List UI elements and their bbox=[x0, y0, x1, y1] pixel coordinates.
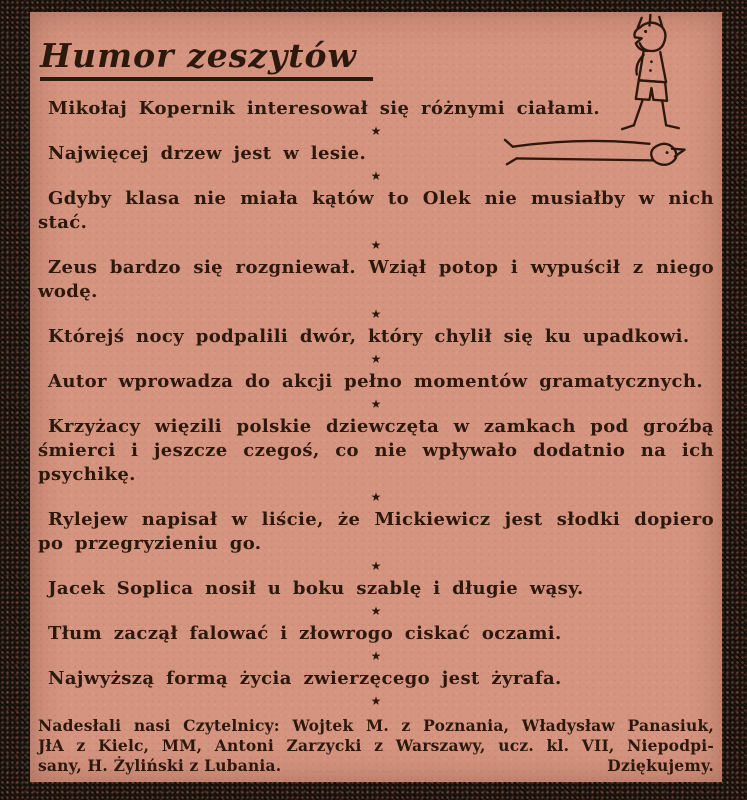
joke-text: Tłum zaczął falować i złowrogo ciskać oczami. bbox=[48, 623, 562, 645]
star-separator: ★ bbox=[370, 649, 382, 664]
footer-line-3 bbox=[38, 756, 714, 776]
contributors-note bbox=[38, 716, 714, 776]
joke-text: Jacek Soplica nosił u boku szablę i długie wąsy. bbox=[48, 578, 584, 600]
footer-line-2: JłA z Kielc, MM, Antoni Zarzycki z Warszawy, ucz. kl. VII, Niepodpi- bbox=[38, 736, 714, 756]
jokes-list bbox=[38, 97, 714, 708]
column-title: Humor zeszytów bbox=[40, 38, 373, 81]
star-separator: ★ bbox=[370, 238, 382, 253]
star-separator: ★ bbox=[370, 694, 382, 709]
star-separator: ★ bbox=[370, 307, 382, 322]
joke-text: Autor wprowadza do akcji pełno momentów gramatycznych. bbox=[48, 371, 704, 393]
joke-text: Krzyżacy więzili polskie dziewczęta w zamkach pod groźbą śmierci i jeszcze czegoś, co nie wpływało dodatnio na ich psychikę. bbox=[38, 416, 714, 486]
newspaper-clipping bbox=[30, 12, 722, 782]
star-separator: ★ bbox=[370, 352, 382, 367]
star-separator: ★ bbox=[370, 604, 382, 619]
joke-text: Którejś nocy podpalili dwór, który chylił się ku upadkowi. bbox=[48, 326, 690, 348]
joke-text: Najwięcej drzew jest w lesie. bbox=[48, 143, 367, 165]
star-separator: ★ bbox=[370, 124, 382, 139]
star-separator: ★ bbox=[370, 397, 382, 412]
star-separator: ★ bbox=[370, 169, 382, 184]
joke-text: Najwyższą formą życia zwierzęcego jest żyrafa. bbox=[48, 668, 562, 690]
footer-line-1: Nadesłali nasi Czytelnicy: Wojtek M. z Poznania, Władysław Panasiuk, bbox=[38, 716, 714, 736]
laughing-boy-cartoon-illustration bbox=[495, 10, 720, 176]
footer-line-3-left: sany, H. Żyliński z Lubania. bbox=[38, 756, 282, 776]
star-separator: ★ bbox=[370, 490, 382, 505]
star-separator: ★ bbox=[370, 559, 382, 574]
joke-text: Zeus bardzo się rozgniewał. Wziął potop i wypuścił z niego wodę. bbox=[38, 257, 714, 303]
joke-text: Gdyby klasa nie miała kątów to Olek nie musiałby w nich stać. bbox=[38, 188, 714, 234]
joke-text: Mikołaj Kopernik interesował się różnymi ciałami. bbox=[48, 98, 601, 120]
footer-thanks: Dziękujemy. bbox=[607, 756, 714, 776]
joke-text: Rylejew napisał w liście, że Mickiewicz jest słodki dopiero po przegryzieniu go. bbox=[38, 509, 714, 555]
